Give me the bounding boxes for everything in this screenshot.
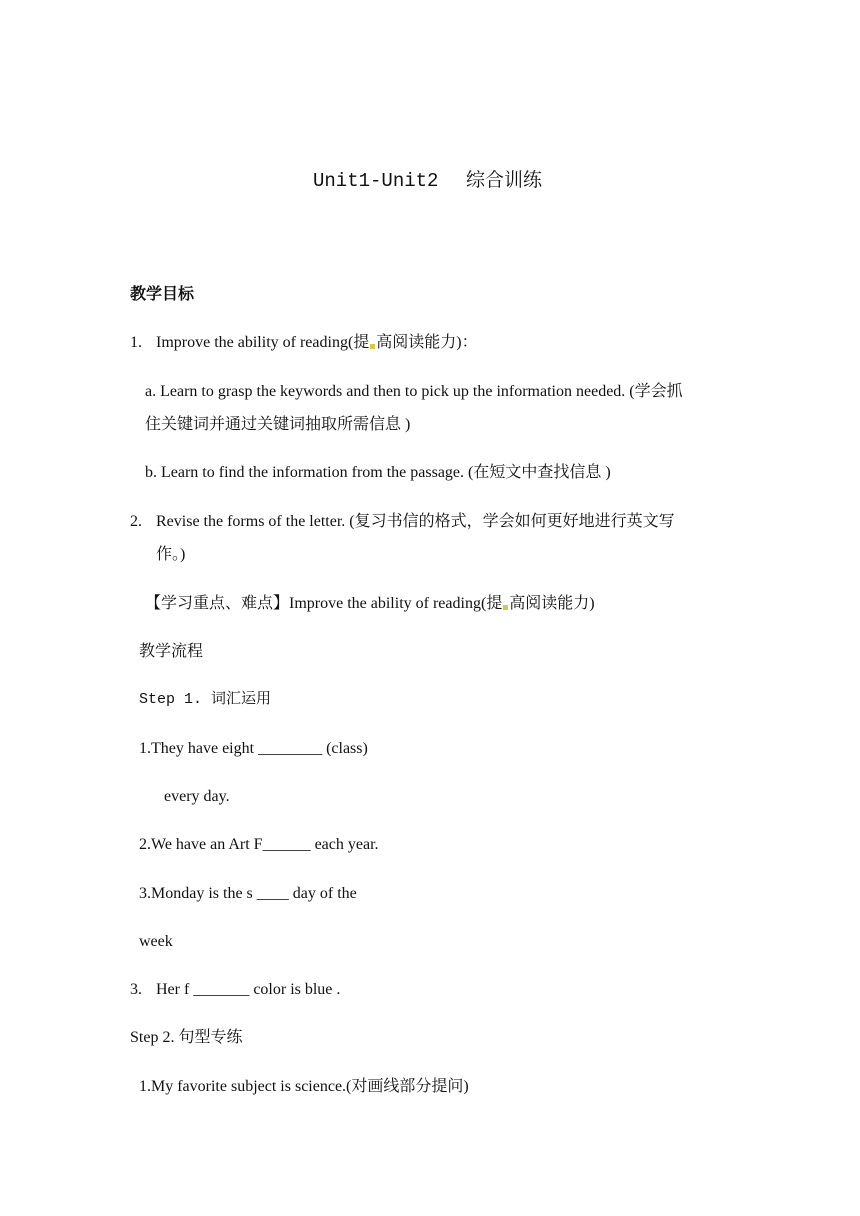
objective-1a-line2: 住关键词并通过关键词抽取所需信息 ) xyxy=(145,416,411,433)
objectives-heading: 教学目标 xyxy=(130,286,195,303)
highlight-mark xyxy=(503,605,508,610)
objective-2-line2: 作。) xyxy=(156,546,186,563)
exercise-1-line2: every day. xyxy=(164,788,230,805)
exercise-4: Her f _______ color is blue . xyxy=(156,981,341,998)
key-points-text-b: 高阅读能力) xyxy=(509,595,595,612)
exercise-4-number: 3. xyxy=(130,981,142,998)
objective-1-number: 1. xyxy=(130,334,142,351)
process-heading: 教学流程 xyxy=(139,643,204,660)
title-chinese: 综合训练 xyxy=(466,170,543,191)
exercise-3-line1: 3.Monday is the s ____ day of the xyxy=(139,885,357,902)
step-2-heading: Step 2. 句型专练 xyxy=(130,1029,243,1046)
objective-1 xyxy=(156,333,478,353)
highlight-mark xyxy=(370,344,375,349)
title-unit: Unit1-Unit2 xyxy=(313,170,439,192)
exercise-3-line2: week xyxy=(139,933,173,950)
objective-1-text-b: 高阅读能力)： xyxy=(376,334,478,351)
objective-1a-line1: a. Learn to grasp the keywords and then to pick up the information needed. (学会抓 xyxy=(145,383,683,400)
exercise-1-line1: 1.They have eight ________ (class) xyxy=(139,740,368,757)
objective-1b: b. Learn to find the information from the passage. (在短文中查找信息 ) xyxy=(145,464,611,481)
objective-1-text-a: Improve the ability of reading(提 xyxy=(156,334,370,351)
step-1-heading: Step 1. 词汇运用 xyxy=(139,691,272,708)
key-points xyxy=(145,594,595,614)
objective-2-line1: Revise the forms of the letter. (复习书信的格式，学会如何更好地进行英文写 xyxy=(156,513,675,530)
exercise-2: 2.We have an Art F______ each year. xyxy=(139,836,379,853)
objective-2-number: 2. xyxy=(130,513,142,530)
key-points-text-a: 【学习重点、难点】Improve the ability of reading(提 xyxy=(145,595,503,612)
step-2-exercise-1: 1.My favorite subject is science.(对画线部分提问) xyxy=(139,1078,469,1095)
